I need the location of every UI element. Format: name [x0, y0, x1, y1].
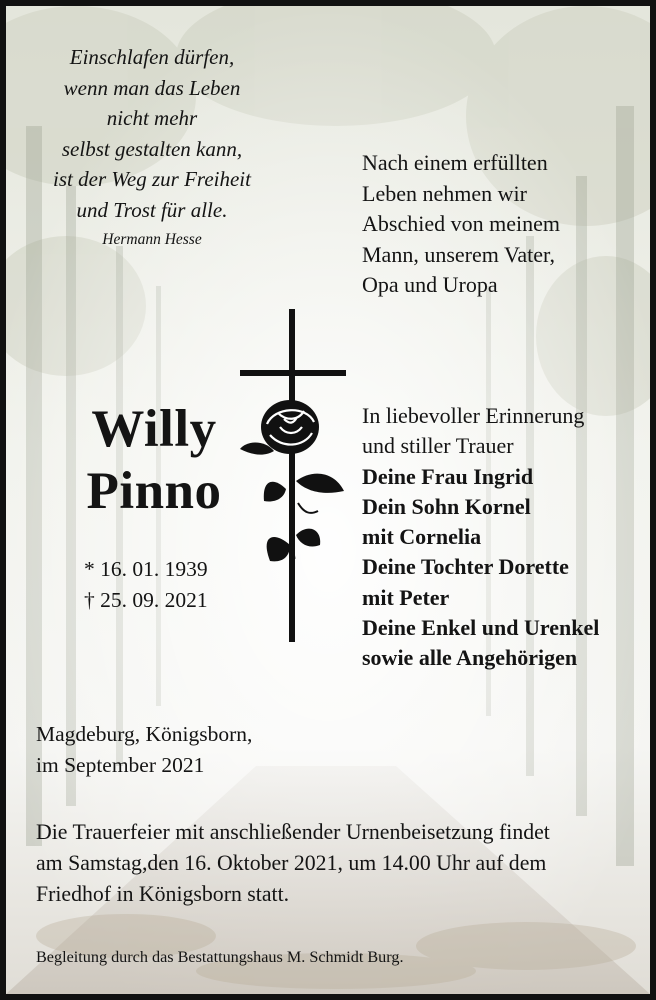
- rose-icon: [240, 400, 344, 561]
- farewell-line: Leben nehmen wir: [362, 180, 527, 206]
- quote-line: und Trost für alle.: [76, 197, 228, 222]
- cross-icon: [234, 309, 349, 642]
- mourners-list: [362, 401, 652, 674]
- mourner-name: Deine Frau Ingrid: [362, 463, 534, 489]
- farewell-text: [362, 148, 642, 301]
- mourner-name: sowie alle Angehörigen: [362, 645, 578, 671]
- funeral-notice: [36, 817, 646, 910]
- last-name: Pinno: [86, 462, 222, 520]
- mourner-name: Deine Tochter Dorette: [362, 554, 569, 580]
- place-line: Magdeburg, Königsborn,: [36, 722, 253, 746]
- farewell-line: Nach einem erfüllten: [362, 150, 548, 175]
- farewell-line: Abschied von meinem: [362, 211, 560, 236]
- quote-line: ist der Weg zur Freiheit: [53, 167, 251, 191]
- mourner-name: mit Cornelia: [362, 524, 482, 550]
- funeral-line: am Samstag,den 16. Oktober 2021, um 14.00 Uhr auf dem: [36, 851, 547, 875]
- farewell-line: Opa und Uropa: [362, 272, 498, 297]
- mourner-name: mit Peter: [362, 584, 450, 610]
- mourning-line: und stiller Trauer: [362, 433, 514, 459]
- quote-line: wenn man das Leben: [63, 75, 241, 100]
- farewell-line: Mann, unserem Vater,: [362, 241, 555, 267]
- mourning-line: In liebevoller Erinnerung: [362, 403, 585, 428]
- mourner-name: Deine Enkel und Urenkel: [362, 615, 600, 641]
- hesse-quote: [16, 42, 288, 255]
- death-date: † 25. 09. 2021: [84, 588, 208, 612]
- funeral-line: Die Trauerfeier mit anschließender Urnenbeisetzung findet: [36, 820, 550, 844]
- quote-line: nicht mehr: [106, 106, 198, 130]
- place-and-date: [36, 719, 336, 781]
- first-name: Willy: [91, 400, 217, 458]
- funeral-line: Friedhof in Königsborn statt.: [36, 882, 290, 906]
- mourner-name: Dein Sohn Kornel: [362, 493, 531, 519]
- birth-date: * 16. 01. 1939: [84, 557, 208, 581]
- quote-author: Hermann Hesse: [102, 231, 202, 248]
- undertaker-credit: Begleitung durch das Bestattungshaus M. Schmidt Burg.: [36, 948, 404, 966]
- deceased-name: [54, 398, 254, 522]
- quote-line: selbst gestalten kann,: [61, 136, 243, 161]
- date-line: im September 2021: [36, 753, 205, 777]
- quote-line: Einschlafen dürfen,: [69, 45, 235, 69]
